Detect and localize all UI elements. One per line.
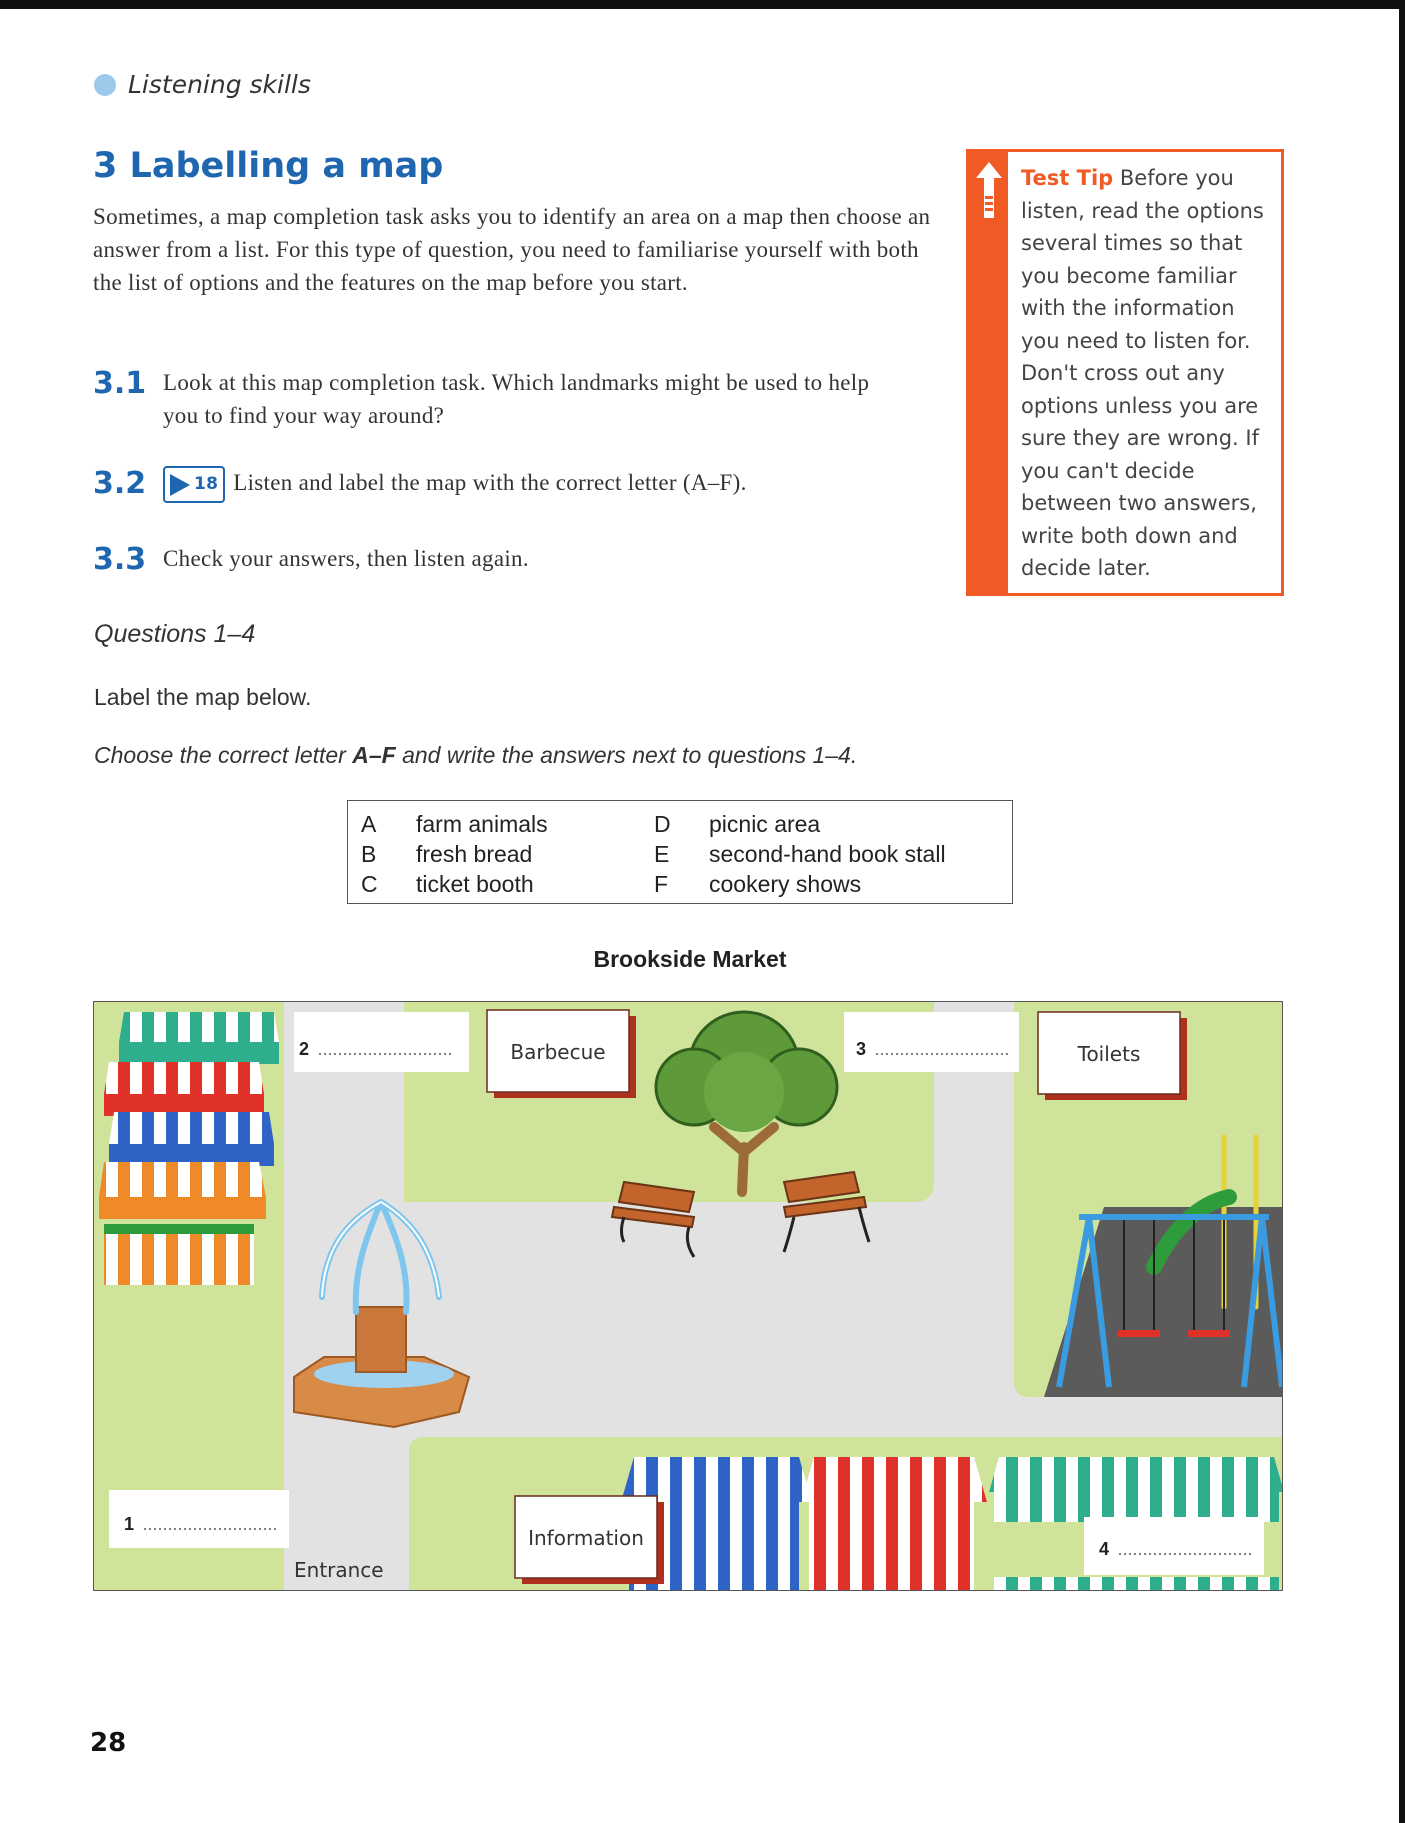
option-text: farm animals bbox=[416, 811, 548, 837]
entrance-label: Entrance bbox=[294, 1558, 384, 1582]
answer-number-2: 2 bbox=[299, 1039, 310, 1059]
tip-title: Test Tip bbox=[1021, 166, 1114, 190]
option-text: second-hand book stall bbox=[709, 841, 946, 867]
questions-instruction-letters bbox=[94, 742, 857, 769]
exercise-number: 3.3 bbox=[93, 542, 147, 577]
intro-paragraph: Sometimes, a map completion task asks you to identify an area on a map then choose an answer from a list. For this type of question, you need to familiarise yourself with both the list of options and the features on the map before you start. bbox=[93, 204, 931, 295]
audio-track-number: 18 bbox=[194, 474, 219, 495]
option-letter: D bbox=[654, 811, 671, 837]
market-map bbox=[93, 1001, 1283, 1591]
exercise-text: Listen and label the map with the correct letter (A–F). bbox=[233, 470, 747, 495]
audio-track-button[interactable] bbox=[163, 466, 225, 503]
exercise-text: Look at this map completion task. Which landmarks might be used to help you to find your way around? bbox=[163, 370, 870, 428]
answer-number-1: 1 bbox=[124, 1514, 135, 1534]
stall-stack-left bbox=[99, 1012, 279, 1285]
option-text: cookery shows bbox=[709, 871, 862, 897]
page-edge bbox=[1399, 0, 1405, 1823]
questions-heading: Questions 1–4 bbox=[94, 620, 256, 648]
exercise-3-3 bbox=[93, 542, 529, 577]
option-letter: B bbox=[361, 841, 377, 867]
tip-text bbox=[1021, 162, 1276, 585]
option-text: ticket booth bbox=[416, 871, 534, 897]
answer-box-4 bbox=[1084, 1517, 1264, 1575]
option-text: picnic area bbox=[709, 811, 821, 837]
questions-instruction: Label the map below. bbox=[94, 684, 312, 710]
tip-body: Before you listen, read the options several times so that you become familiar with the information you need to listen for. Don't cross out any options unless you are sure they are wrong. If you can't decide between two answers, write both down and decide later. bbox=[1021, 166, 1264, 580]
page-number: 28 bbox=[90, 1728, 127, 1758]
exercise-3-1 bbox=[93, 366, 883, 432]
answer-number-4: 4 bbox=[1099, 1539, 1110, 1559]
toilets-label: Toilets bbox=[1077, 1042, 1141, 1066]
option-letter: C bbox=[361, 871, 378, 897]
stall-red bbox=[801, 1457, 987, 1591]
tip-arrow-icon bbox=[974, 160, 1004, 220]
option-letter: F bbox=[654, 871, 669, 897]
page-title: 3 Labelling a map bbox=[93, 146, 444, 186]
option-letter: A bbox=[361, 811, 377, 837]
exercise-number: 3.2 bbox=[93, 466, 147, 501]
exercise-number: 3.1 bbox=[93, 366, 147, 401]
answer-box-1 bbox=[109, 1490, 289, 1548]
play-icon bbox=[170, 474, 190, 496]
exercise-3-2 bbox=[93, 466, 747, 503]
section-tag bbox=[94, 70, 311, 99]
instruction-text: Choose the correct letter bbox=[94, 742, 353, 768]
section-label: Listening skills bbox=[128, 70, 311, 99]
options-list bbox=[347, 800, 1013, 904]
answer-box-2 bbox=[294, 1012, 469, 1072]
bullet-dot-icon bbox=[94, 74, 116, 96]
exercise-text-wrap bbox=[163, 466, 747, 503]
option-letter: E bbox=[654, 841, 670, 867]
instruction-text: and write the answers next to questions 1–4. bbox=[395, 742, 858, 768]
top-border bbox=[0, 0, 1405, 9]
test-tip-box bbox=[966, 149, 1284, 596]
answer-box-3 bbox=[844, 1012, 1019, 1072]
map-title: Brookside Market bbox=[593, 946, 787, 972]
barbecue-label: Barbecue bbox=[510, 1040, 606, 1064]
instruction-letters: A–F bbox=[352, 742, 396, 768]
option-text: fresh bread bbox=[416, 841, 533, 867]
answer-number-3: 3 bbox=[856, 1039, 867, 1059]
information-label: Information bbox=[528, 1526, 644, 1550]
exercise-text: Check your answers, then listen again. bbox=[163, 546, 529, 571]
map-drawing bbox=[94, 1002, 1283, 1591]
